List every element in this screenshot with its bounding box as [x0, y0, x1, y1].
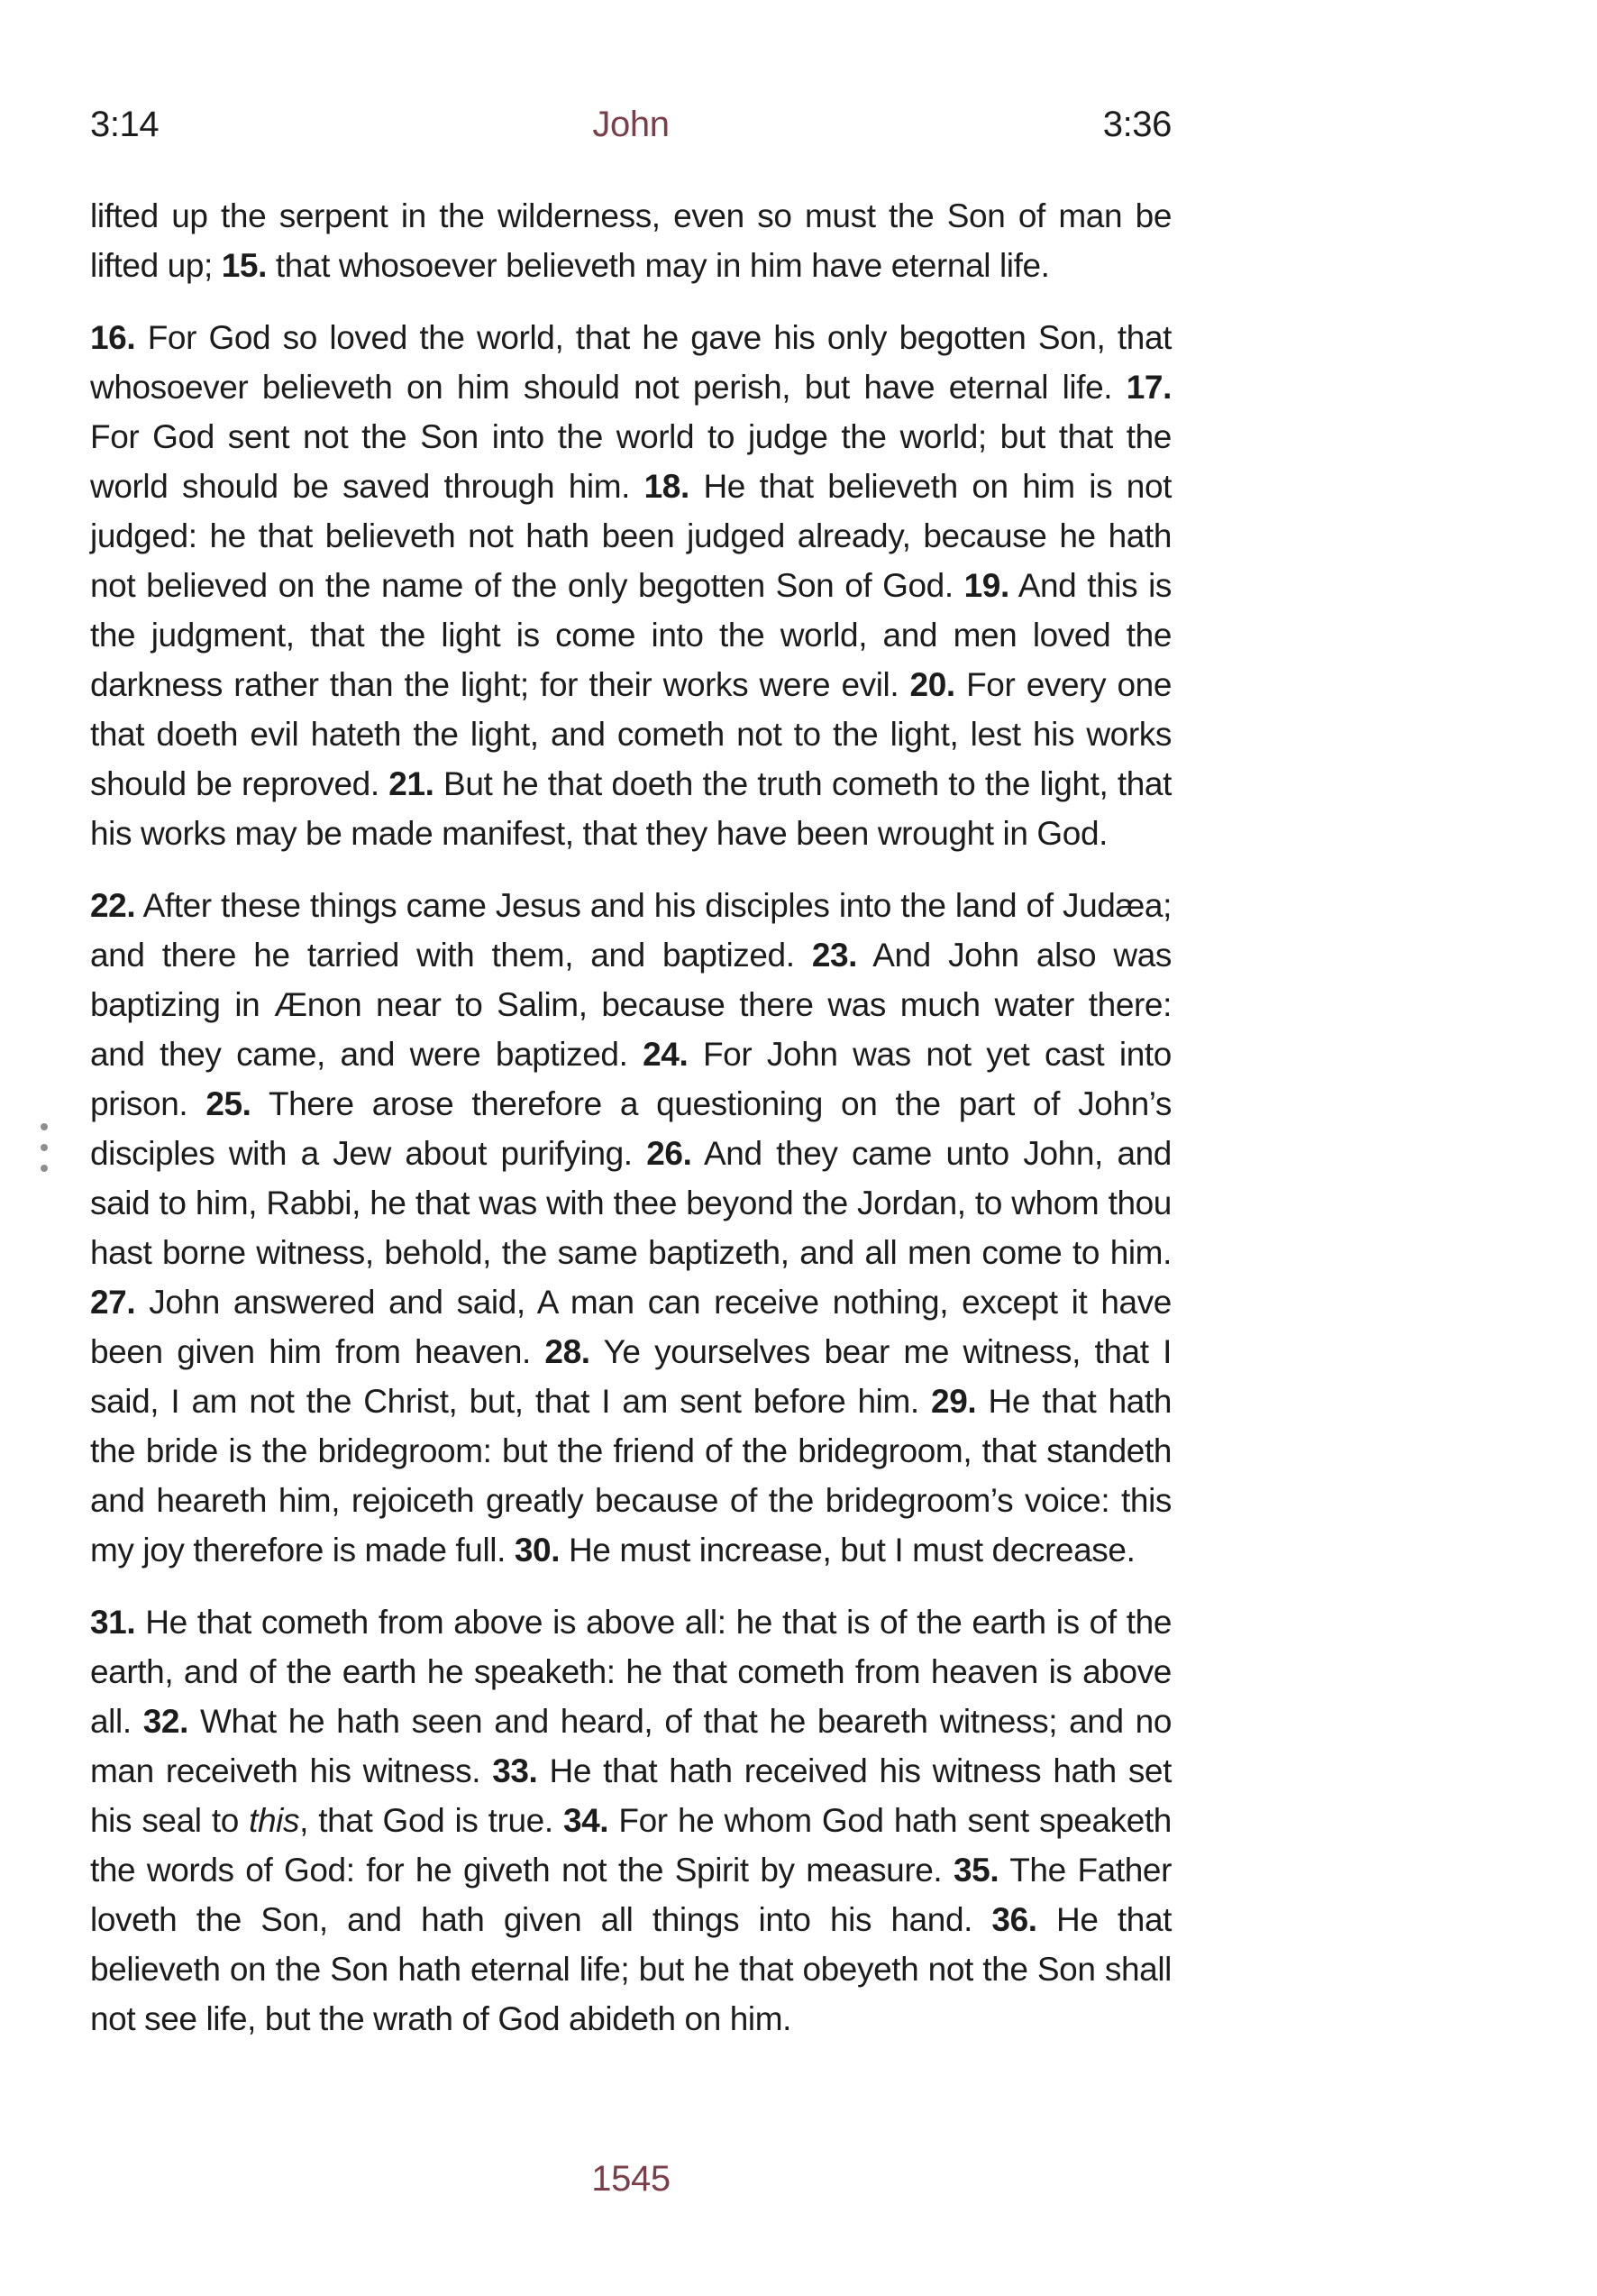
- verse-text: After these things came Jesus and his disciples into the land of Judæa; and there he tarried with them, and baptized.: [90, 887, 1172, 974]
- verse-number: 22.: [90, 887, 136, 924]
- verse-paragraph: [90, 881, 1172, 1575]
- page-content: [90, 106, 1172, 2044]
- verse-number: 17.: [1126, 369, 1172, 406]
- verse-text: He that believeth on the Son hath eternal life; but he that obeyeth not the Son shall not see life, but the wrath of God abideth on him.: [90, 1901, 1172, 2037]
- verse-number: 23.: [811, 937, 858, 974]
- verse-text: Ye yourselves bear me witness, that I said, I am not the Christ, but, that I am sent before him.: [90, 1333, 1173, 1420]
- verse-number: 28.: [544, 1333, 590, 1370]
- verse-number: 19.: [963, 567, 1009, 604]
- verse-text: For God so loved the world, that he gave his only begotten Son, that whosoever believeth on him should not perish, but have eternal life.: [90, 319, 1172, 406]
- verse-text: He that hath the bride is the bridegroom: but the friend of the bridegroom, that standeth and heareth him, rejoiceth greatly because of the bridegroom’s voice: this my joy therefore is made full.: [90, 1383, 1172, 1569]
- vertical-ellipsis-icon[interactable]: [41, 1123, 48, 1172]
- verse-paragraph: [90, 1597, 1172, 2044]
- verse-number: 25.: [205, 1085, 251, 1122]
- verse-text: He that hath received his witness hath set his seal to: [90, 1752, 1172, 1839]
- ellipsis-dot: [41, 1144, 48, 1151]
- verse-text: John answered and said, A man can receive nothing, except it have been given him from heaven.: [90, 1284, 1172, 1370]
- verse-number: 34.: [562, 1802, 609, 1839]
- verse-text: He that believeth on him is not judged: he that believeth not hath been judged already, because he hath not believed on the name of the only begotten Son of God.: [90, 468, 1172, 604]
- verse-number: 18.: [643, 468, 689, 505]
- verse-number: 16.: [90, 319, 136, 356]
- range-start-reference: 3:14: [90, 105, 160, 144]
- verse-text: And this is the judgment, that the light is come into the world, and men loved the darkness rather than the light; for their works were evil.: [90, 567, 1172, 703]
- italic-verse-text: this: [249, 1802, 300, 1839]
- page-number: 1545: [591, 2159, 671, 2199]
- verse-text: lifted up the serpent in the wilderness, even so must the Son of man be lifted up;: [90, 197, 1172, 284]
- verse-number: 36.: [991, 1901, 1037, 1938]
- verse-text: And John also was baptizing in Ænon near to Salim, because there was much water there: and they came, and were baptized.: [90, 937, 1172, 1073]
- verse-text: For John was not yet cast into prison.: [90, 1036, 1172, 1122]
- verse-number: 30.: [514, 1532, 561, 1569]
- verse-number: 29.: [931, 1383, 977, 1420]
- verse-text: For every one that doeth evil hateth the light, and cometh not to the light, lest his works should be reproved.: [90, 666, 1173, 802]
- verse-number: 35.: [953, 1852, 999, 1889]
- verse-text: For God sent not the Son into the world to judge the world; but that the world should be saved through him.: [90, 418, 1172, 505]
- verse-text: There arose therefore a questioning on the part of John’s disciples with a Jew about purifying.: [90, 1085, 1172, 1172]
- verse-text: , that God is true.: [299, 1802, 563, 1839]
- verse-text: that whosoever believeth may in him have eternal life.: [267, 247, 1050, 284]
- verse-paragraph: [90, 191, 1172, 290]
- ellipsis-dot: [41, 1123, 48, 1130]
- verse-number: 24.: [643, 1036, 689, 1073]
- verse-text: The Father loveth the Son, and hath given all things into his hand.: [90, 1852, 1172, 1938]
- verse-text: And they came unto John, and said to him, Rabbi, he that was with thee beyond the Jordan, to whom thou hast borne witness, behold, the same baptizeth, and all men come to him.: [90, 1135, 1172, 1271]
- verse-text: For he whom God hath sent speaketh the words of God: for he giveth not the Spirit by measure.: [90, 1802, 1172, 1889]
- verse-text: What he hath seen and heard, of that he beareth witness; and no man receiveth his witness.: [90, 1703, 1172, 1789]
- verse-number: 33.: [492, 1752, 538, 1789]
- verse-number: 21.: [388, 765, 434, 802]
- verse-number: 31.: [90, 1604, 136, 1641]
- range-end-reference: 3:36: [1102, 105, 1172, 144]
- verse-number: 15.: [221, 247, 267, 284]
- verse-text: He must increase, but I must decrease.: [560, 1532, 1136, 1569]
- verse-paragraphs: [90, 191, 1172, 2044]
- ellipsis-dot: [41, 1165, 48, 1172]
- verse-number: 27.: [90, 1284, 136, 1321]
- chapter-header: [90, 106, 1172, 142]
- verse-text: He that cometh from above is above all: he that is of the earth is of the earth, and of the earth he speaketh: he that cometh from heaven is above all.: [90, 1604, 1172, 1740]
- verse-number: 32.: [142, 1703, 188, 1740]
- verse-number: 26.: [646, 1135, 692, 1172]
- book-title: John: [592, 105, 670, 144]
- verse-paragraph: [90, 313, 1172, 858]
- verse-number: 20.: [909, 666, 955, 703]
- verse-text: But he that doeth the truth cometh to the light, that his works may be made manifest, that they have been wrought in God.: [90, 765, 1172, 852]
